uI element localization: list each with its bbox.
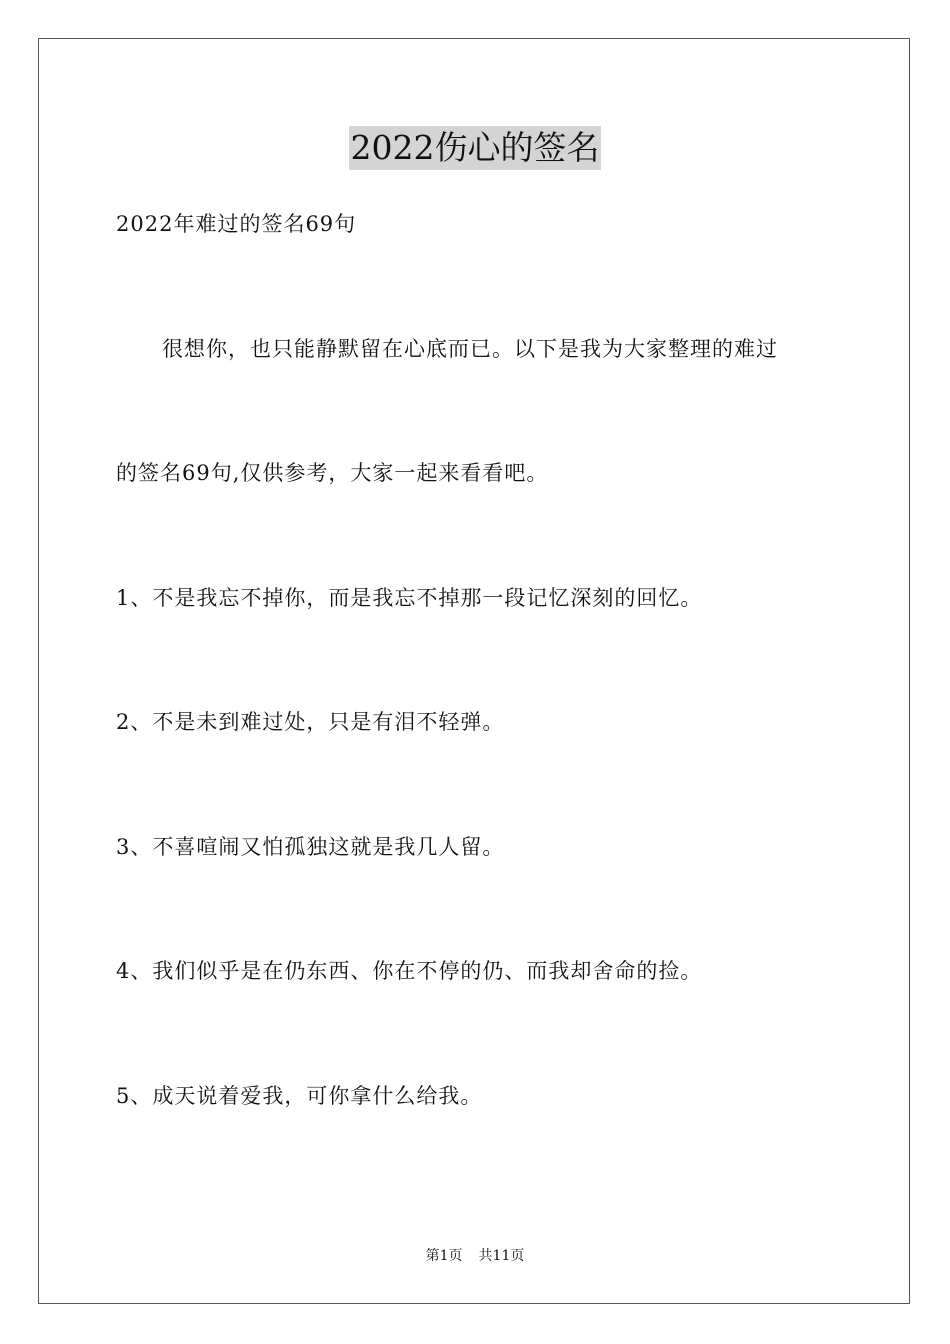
page-footer <box>0 1246 950 1266</box>
intro-paragraph-line-1: 很想你，也只能静默留在心底而已。以下是我为大家整理的难过 <box>162 337 778 361</box>
list-item: 5、成天说着爱我，可你拿什么给我。 <box>116 1084 483 1108</box>
document-title: 2022伤心的签名 <box>349 126 602 170</box>
list-item: 1、不是我忘不掉你，而是我忘不掉那一段记忆深刻的回忆。 <box>116 586 703 610</box>
list-item: 4、我们似乎是在仍东西、你在不停的仍、而我却舍命的捡。 <box>116 959 703 983</box>
page-total: 共11页 <box>478 1248 525 1264</box>
list-item: 3、不喜喧闹又怕孤独这就是我几人留。 <box>116 835 505 859</box>
title-container <box>0 126 950 170</box>
intro-paragraph-line-2: 的签名69句,仅供参考，大家一起来看看吧。 <box>116 461 549 485</box>
subtitle: 2022年难过的签名69句 <box>116 212 357 236</box>
page-number: 第1页 <box>425 1248 463 1264</box>
list-item: 2、不是未到难过处，只是有泪不轻弹。 <box>116 710 505 734</box>
